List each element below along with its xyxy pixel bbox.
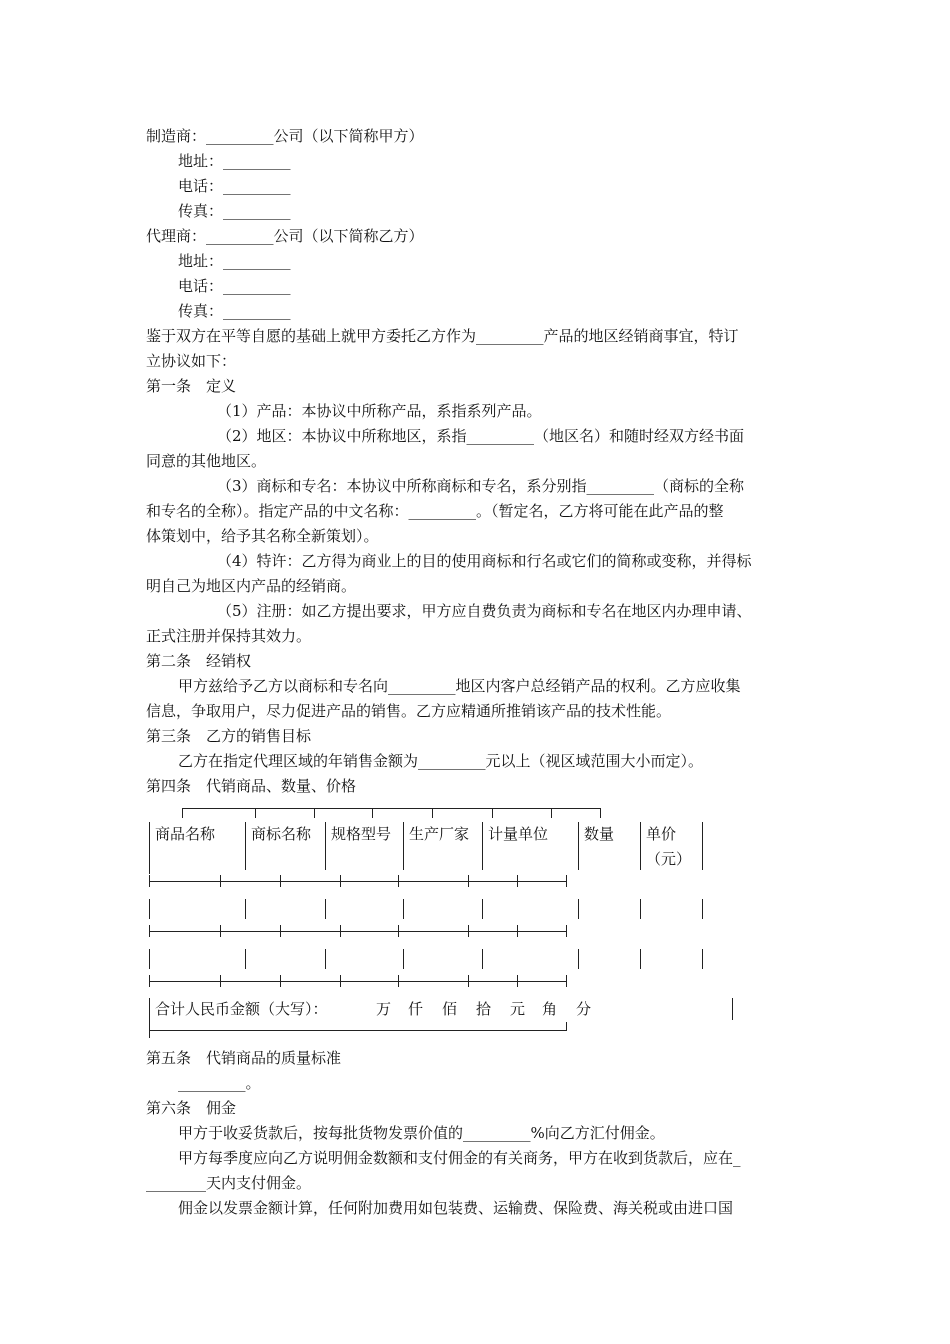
table-rule <box>566 875 567 887</box>
table-rule <box>600 808 601 818</box>
table-rule <box>245 949 246 969</box>
total-unit-wan: 万 <box>376 1000 392 1018</box>
total-unit-shi: 拾 <box>476 1000 492 1018</box>
article-1-line: （2）地区：本协议中所称地区，系指_________（地区名）和随时经双方经书面 <box>217 427 745 445</box>
table-rule <box>340 975 341 987</box>
table-rule <box>340 875 341 887</box>
total-unit-qian: 仟 <box>408 1000 424 1018</box>
table-rule <box>398 875 399 887</box>
table-rule <box>149 981 566 982</box>
table-rule <box>149 822 150 874</box>
table-rule <box>517 925 518 937</box>
table-rule <box>492 808 493 818</box>
table-rule <box>372 808 373 818</box>
article-6-line: 佣金以发票金额计算，任何附加费用如包装费、运输费、保险费、海关税或由进口国 <box>178 1199 734 1217</box>
table-rule <box>340 925 341 937</box>
table-rule <box>255 808 256 818</box>
manufacturer-phone: 电话：_________ <box>178 177 291 195</box>
article-6-line: ________天内支付佣金。 <box>146 1174 312 1192</box>
table-rule <box>182 808 183 818</box>
agent-fax: 传真：_________ <box>178 302 291 320</box>
table-rule <box>468 925 469 937</box>
article-5-line: _________。 <box>178 1074 261 1092</box>
agent-line: 代理商：_________公司（以下简称乙方） <box>146 227 424 245</box>
table-header-qty: 数量 <box>584 825 615 843</box>
table-rule <box>149 949 150 969</box>
article-1-line: （4）特许：乙方得为商业上的目的使用商标和行名或它们的简称或变称，并得标 <box>217 552 752 570</box>
article-5-title: 第五条 代销商品的质量标准 <box>146 1049 342 1067</box>
table-rule <box>182 808 600 809</box>
table-rule <box>702 822 703 870</box>
table-header-product: 商品名称 <box>155 825 216 843</box>
table-rule <box>149 875 150 887</box>
article-1-line: （5）注册：如乙方提出要求，甲方应自费负责为商标和专名在地区内办理申请、 <box>217 602 752 620</box>
table-header-unit: 计量单位 <box>488 825 549 843</box>
article-1-line: 体策划中，给予其名称全新策划）。 <box>146 527 379 545</box>
intro-line: 鉴于双方在平等自愿的基础上就甲方委托乙方作为_________产品的地区经销商事宜，特订 <box>146 327 739 345</box>
article-1-line: 明自己为地区内产品的经销商。 <box>146 577 357 595</box>
table-rule <box>566 1022 567 1031</box>
table-rule <box>325 822 326 870</box>
table-rule <box>482 949 483 969</box>
article-4-title: 第四条 代销商品、数量、价格 <box>146 777 357 795</box>
table-rule <box>640 899 641 919</box>
table-rule <box>702 899 703 919</box>
table-rule <box>578 899 579 919</box>
table-rule <box>482 822 483 870</box>
article-1-line: 同意的其他地区。 <box>146 452 267 470</box>
table-rule <box>640 822 641 870</box>
table-rule <box>245 899 246 919</box>
table-header-price: 单价 <box>646 825 677 843</box>
article-1-line: （1）产品：本协议中所称产品，系指系列产品。 <box>217 402 542 420</box>
manufacturer-fax: 传真：_________ <box>178 202 291 220</box>
table-header-maker: 生产厂家 <box>409 825 470 843</box>
goods-table <box>146 802 806 1042</box>
article-2-line: 甲方兹给予乙方以商标和专名向_________地区内客户总经销产品的权利。乙方应收集 <box>178 677 741 695</box>
table-rule <box>482 899 483 919</box>
table-rule <box>640 949 641 969</box>
table-rule <box>280 925 281 937</box>
table-rule <box>314 808 315 818</box>
table-rule <box>398 975 399 987</box>
table-rule <box>468 975 469 987</box>
article-1-line: （3）商标和专名：本协议中所称商标和专名，系分别指_________（商标的全称 <box>217 477 745 495</box>
table-rule <box>280 875 281 887</box>
table-rule <box>149 899 150 919</box>
table-header-spec: 规格型号 <box>331 825 392 843</box>
agent-address: 地址：_________ <box>178 252 291 270</box>
table-rule <box>220 975 221 987</box>
manufacturer-line: 制造商：_________公司（以下简称甲方） <box>146 127 424 145</box>
manufacturer-address: 地址：_________ <box>178 152 291 170</box>
table-rule <box>245 822 246 870</box>
table-header-price-unit: （元） <box>646 850 692 868</box>
table-rule <box>403 949 404 969</box>
table-rule <box>702 949 703 969</box>
table-rule <box>517 975 518 987</box>
total-unit-fen: 分 <box>576 1000 592 1018</box>
table-header-brand: 商标名称 <box>251 825 312 843</box>
table-rule <box>220 875 221 887</box>
table-rule <box>325 899 326 919</box>
table-rule <box>732 998 733 1020</box>
table-rule <box>398 925 399 937</box>
table-rule <box>149 881 566 882</box>
article-1-title: 第一条 定义 <box>146 377 237 395</box>
table-rule <box>325 949 326 969</box>
article-1-line: 正式注册并保持其效力。 <box>146 627 312 645</box>
article-3-title: 第三条 乙方的销售目标 <box>146 727 312 745</box>
table-rule <box>578 822 579 870</box>
table-total-label: 合计人民币金额（大写）： <box>155 1000 328 1018</box>
table-rule <box>403 899 404 919</box>
table-rule <box>578 949 579 969</box>
table-rule <box>149 931 566 932</box>
table-rule <box>280 975 281 987</box>
total-unit-bai: 佰 <box>442 1000 458 1018</box>
intro-line: 立协议如下： <box>146 352 237 370</box>
table-rule <box>566 975 567 987</box>
agent-phone: 电话：_________ <box>178 277 291 295</box>
table-rule <box>149 1030 566 1031</box>
table-rule <box>551 808 552 818</box>
table-rule <box>149 925 150 937</box>
table-rule <box>403 822 404 870</box>
article-6-title: 第六条 佣金 <box>146 1099 237 1117</box>
table-rule <box>432 808 433 818</box>
table-rule <box>468 875 469 887</box>
article-6-line: 甲方每季度应向乙方说明佣金数额和支付佣金的有关商务，甲方在收到货款后，应在_ <box>178 1149 741 1167</box>
article-2-line: 信息，争取用户，尽力促进产品的销售。乙方应精通所推销该产品的技术性能。 <box>146 702 672 720</box>
table-rule <box>149 998 150 1038</box>
article-1-line: 和专名的全称）。指定产品的中文名称：_________。（暂定名，乙方将可能在此产品的整 <box>146 502 724 520</box>
article-6-line: 甲方于收妥货款后，按每批货物发票价值的_________%向乙方汇付佣金。 <box>178 1124 665 1142</box>
table-rule <box>566 925 567 937</box>
table-rule <box>517 875 518 887</box>
table-rule <box>149 975 150 987</box>
total-unit-yuan: 元 <box>510 1000 526 1018</box>
article-3-line: 乙方在指定代理区域的年销售金额为_________元以上（视区域范围大小而定）。 <box>178 752 704 770</box>
article-2-title: 第二条 经销权 <box>146 652 252 670</box>
table-rule <box>220 925 221 937</box>
total-unit-jiao: 角 <box>542 1000 558 1018</box>
